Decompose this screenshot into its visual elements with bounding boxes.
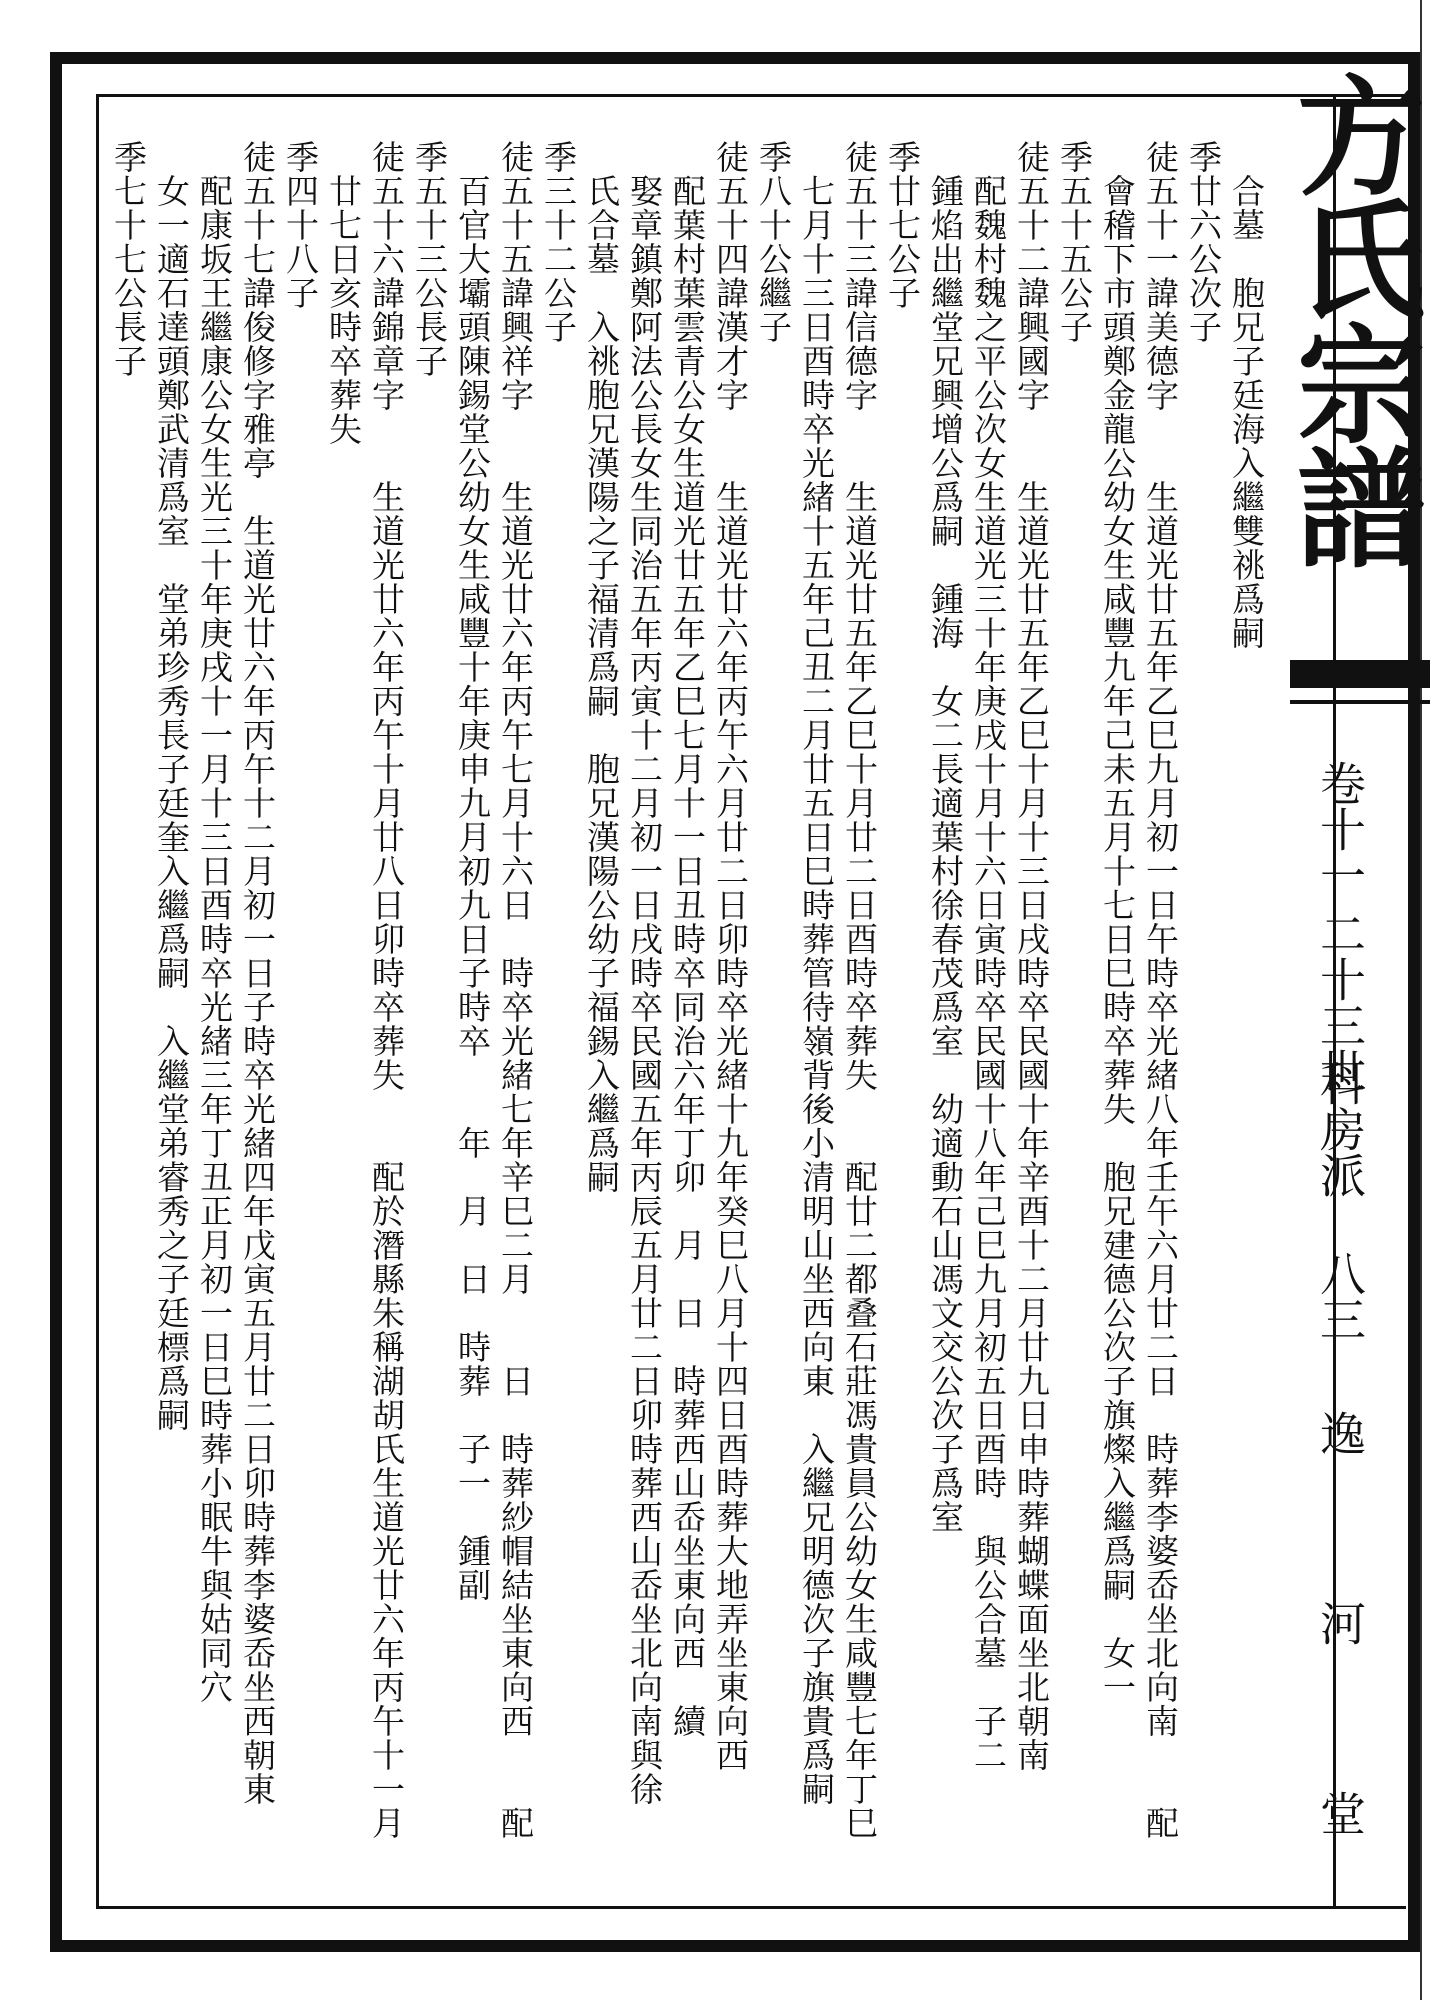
text-column: 合墓 胞兄子廷海入繼雙祧爲嗣 bbox=[1227, 140, 1266, 650]
title-divider bbox=[1290, 660, 1430, 688]
text-column: 季廿七公子 bbox=[883, 140, 922, 310]
branch-label: 科房派 bbox=[1313, 1060, 1367, 1198]
text-column: 徒五十二諱興國字 生道光廿五年乙巳十月十三日戌時卒民國十年辛酉十二月廿九日申時葬蝴蝶面坐北朝南 bbox=[1012, 140, 1051, 1772]
text-column: 七月十三日酉時卒光緒十五年己丑二月廿五日巳時葬管待嶺背後小清明山坐西向東 入繼兄明德次子旗貴爲嗣 bbox=[797, 140, 836, 1806]
text-column: 季五十三公長子 bbox=[410, 140, 449, 378]
text-column: 配康坂王繼康公女生光三十年庚戌十一月十三日酉時卒光緒三年丁丑正月初一日巳時葬小眠牛與姑同穴 bbox=[195, 140, 234, 1704]
text-column: 徒五十七諱俊修字雅亭 生道光廿六年丙午十二月初一日子時卒光緒四年戊寅五月廿二日卯時葬李婆岙坐西朝東 bbox=[238, 140, 277, 1806]
text-column: 女一適石達頭鄭武清爲室 堂弟珍秀長子廷奎入繼爲嗣 入繼堂弟睿秀之子廷標爲嗣 bbox=[152, 140, 191, 1432]
text-column: 季七十七公長子 bbox=[109, 140, 148, 378]
text-column: 配魏村魏之平公次女生道光三十年庚戌十月十六日寅時卒民國十八年己巳九月初五日酉時 與公合墓 子二 bbox=[969, 140, 1008, 1772]
text-column: 氏合墓 入祧胞兄漢陽之子福清爲嗣 胞兄漢陽公幼子福錫入繼爲嗣 bbox=[582, 140, 621, 1194]
text-column: 季三十二公子 bbox=[539, 140, 578, 344]
text-column: 徒五十三諱信德字 生道光廿五年乙巳十月廿二日酉時卒葬失 配廿二都叠石莊馮貴員公幼女生咸豐七年丁巳 bbox=[840, 140, 879, 1840]
text-column: 廿七日亥時卒葬失 bbox=[324, 140, 363, 446]
title-divider-thin bbox=[1290, 700, 1430, 704]
volume-label: 卷十一 bbox=[1313, 760, 1367, 898]
genealogy-text bbox=[100, 140, 1280, 1920]
hall-name-char-3: 堂 bbox=[1313, 1790, 1367, 1836]
text-column: 配葉村葉雲青公女生道光廿五年乙巳七月十一日丑時卒同治六年丁卯 月 日 時葬西山岙坐東向西 續 bbox=[668, 140, 707, 1738]
text-column: 百官大壩頭陳錫堂公幼女生咸豐十年庚申九月初九日子時卒 年 月 日 時葬 子一 鍾副 bbox=[453, 140, 492, 1602]
text-column: 鍾焰出繼堂兄興增公爲嗣 鍾海 女二長適葉村徐春茂爲室 幼適動石山馮文交公次子爲室 bbox=[926, 140, 965, 1534]
generation-label: 二十三世 bbox=[1313, 910, 1367, 1094]
hall-name-char-2: 河 bbox=[1313, 1600, 1367, 1646]
text-column: 季五十五公子 bbox=[1055, 140, 1094, 344]
text-column: 徒五十六諱錦章字 生道光廿六年丙午十月廿八日卯時卒葬失 配於潛縣朱稱湖胡氏生道光廿六年丙午十一月 bbox=[367, 140, 406, 1840]
text-column: 季四十八子 bbox=[281, 140, 320, 310]
text-column: 徒五十一諱美德字 生道光廿五年乙巳九月初一日午時卒光緒八年壬午六月廿二日 時葬李婆岙坐北向南 配 bbox=[1141, 140, 1180, 1840]
margin-info bbox=[1300, 760, 1380, 1900]
text-column: 會稽下市頭鄭金龍公幼女生咸豐九年己未五月十七日巳時卒葬失 胞兄建德公次子旗燦入繼爲嗣 女一 bbox=[1098, 140, 1137, 1704]
text-column: 季八十公繼子 bbox=[754, 140, 793, 344]
text-column: 徒五十四諱漢才字 生道光廿六年丙午六月廿二日卯時卒光緒十九年癸巳八月十四日酉時葬大地弄坐東向西 bbox=[711, 140, 750, 1772]
text-column: 娶章鎮鄭阿法公長女生同治五年丙寅十二月初一日戌時卒民國五年丙辰五月廿二日卯時葬西山岙坐北向南與徐 bbox=[625, 140, 664, 1806]
page-number: 八三 bbox=[1313, 1250, 1367, 1342]
genealogy-title: 方氏宗譜 bbox=[1275, 70, 1425, 566]
hall-name-char-1: 逸 bbox=[1313, 1410, 1367, 1456]
text-column: 季廿六公次子 bbox=[1184, 140, 1223, 344]
text-column: 徒五十五諱興祥字 生道光廿六年丙午七月十六日 時卒光緒七年辛巳二月 日 時葬紗帽結坐東向西 配 bbox=[496, 140, 535, 1840]
